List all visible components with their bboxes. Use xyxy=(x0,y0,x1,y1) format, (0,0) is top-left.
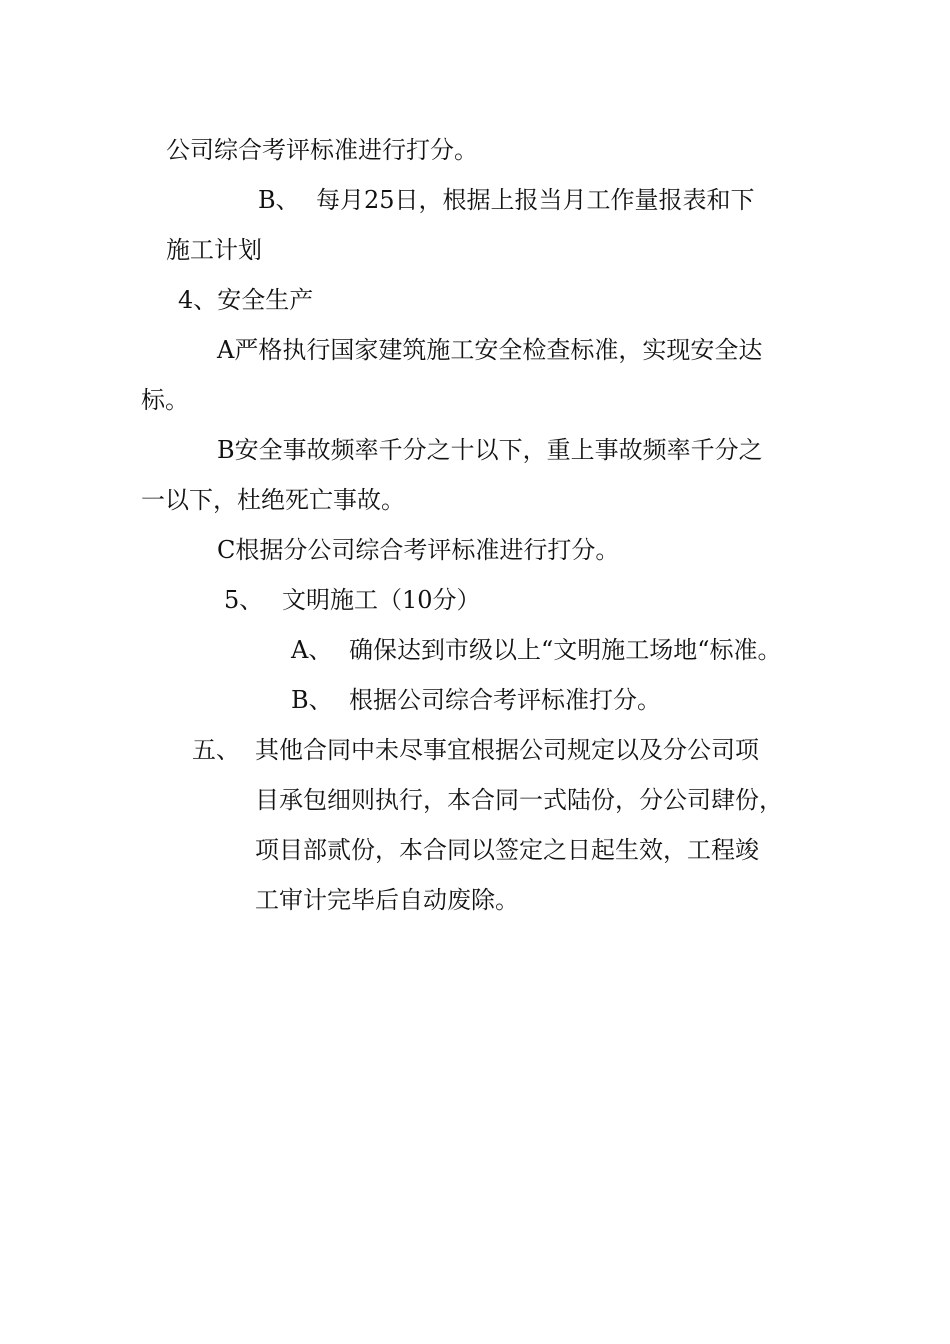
line-text: 每月25日，根据上报当月工作量报表和下 xyxy=(316,186,755,214)
text-line xyxy=(166,235,262,265)
list-label: A、 xyxy=(291,636,333,664)
line-text: B安全事故频率千分之十以下，重上事故频率千分之 xyxy=(217,436,763,464)
paragraph-line xyxy=(255,785,783,815)
line-text: 施工计划 xyxy=(166,236,262,264)
paragraph-line xyxy=(217,535,619,565)
list-label: 5、 xyxy=(224,586,264,614)
paragraph-line xyxy=(217,435,763,465)
line-text: 项目部贰份，本合同以签定之日起生效，工程竣 xyxy=(255,836,759,864)
line-text: 其他合同中未尽事宜根据公司规定以及分公司项 xyxy=(255,736,759,764)
line-text: 标。 xyxy=(141,386,189,414)
list-label: 五、 xyxy=(192,736,240,764)
paragraph-line xyxy=(255,835,759,865)
line-text: 确保达到市级以上“文明施工场地“标准。 xyxy=(349,636,782,664)
line-text: C根据分公司综合考评标准进行打分。 xyxy=(217,536,620,564)
line-text: 一以下，杜绝死亡事故。 xyxy=(141,486,405,514)
line-text: A严格执行国家建筑施工安全检查标准，实现安全达 xyxy=(217,336,763,364)
line-text: 工审计完毕后自动废除。 xyxy=(255,886,519,914)
line-text: 文明施工（10分） xyxy=(282,586,481,614)
paragraph-line xyxy=(141,485,405,515)
list-label: B、 xyxy=(291,686,333,714)
section-heading xyxy=(192,735,759,765)
paragraph-line xyxy=(141,385,189,415)
line-text: 根据公司综合考评标准打分。 xyxy=(349,686,661,714)
list-item-b xyxy=(258,185,755,215)
line-text: 目承包细则执行，本合同一式陆份，分公司肆份， xyxy=(255,786,783,814)
line-text: 公司综合考评标准进行打分。 xyxy=(166,136,478,164)
paragraph-line xyxy=(217,335,762,365)
section-heading xyxy=(224,585,481,615)
list-label: B、 xyxy=(258,186,300,214)
section-heading xyxy=(178,285,313,315)
list-item-b xyxy=(291,685,661,715)
list-item-a xyxy=(291,635,782,665)
text-line xyxy=(166,135,478,165)
line-text: 4、安全生产 xyxy=(178,286,314,314)
paragraph-line xyxy=(255,885,519,915)
